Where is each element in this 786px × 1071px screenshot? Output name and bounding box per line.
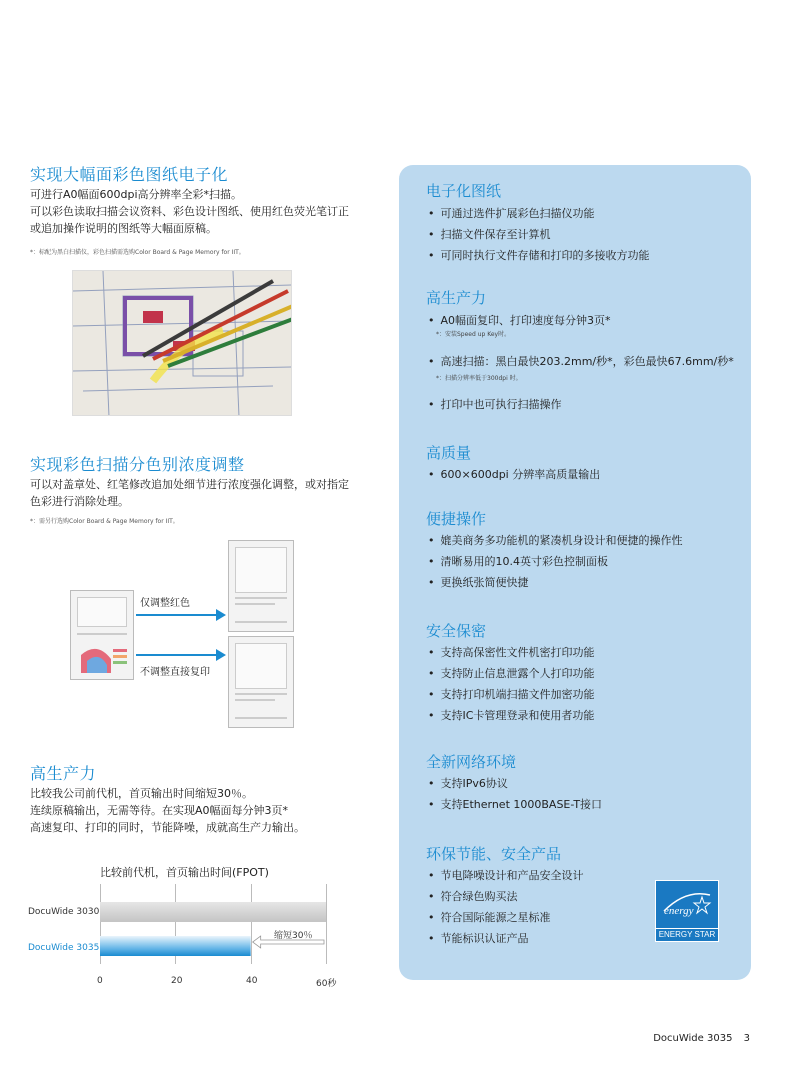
category-label: DocuWide 3035 [28, 943, 100, 953]
feature-item: • 清晰易用的10.4英寸彩色控制面板 [428, 553, 608, 569]
red-adjusted-document-thumbnail [228, 540, 294, 632]
feature-item: • 扫描文件保存至计算机 [428, 226, 551, 242]
panel-title-eco: 环保节能、安全产品 [426, 845, 562, 863]
arrow-line-bottom [136, 654, 218, 656]
arrow-line-top [136, 614, 218, 616]
panel-title-security: 安全保密 [426, 622, 487, 640]
bar-docuwide-3030 [100, 902, 326, 922]
panel-title-productivity: 高生产力 [426, 289, 487, 307]
label-red-only: 仅调整红色 [140, 598, 190, 609]
feature-item: • 节能标识认证产品 [428, 930, 529, 946]
section-title-color-scan: 实现大幅面彩色图纸电子化 [30, 165, 229, 184]
footnote: *：扫描分辨率低于300dpi 时。 [436, 375, 522, 382]
footnote: *：安装Speed up Key时。 [436, 331, 511, 338]
panel-title-quality: 高质量 [426, 444, 472, 462]
text-line: 可以对盖章处、红笔修改追加处细节进行浓度强化调整，或对指定 [30, 478, 349, 491]
feature-item: • 支持打印机端扫描文件加密功能 [428, 686, 595, 702]
x-tick-label: 40 [246, 976, 258, 986]
feature-item: • 支持Ethernet 1000BASE-T接口 [428, 796, 602, 812]
feature-item: • 媲美商务多功能机的紧凑机身设计和便捷的操作性 [428, 532, 683, 548]
feature-item: • 节电降噪设计和产品安全设计 [428, 867, 584, 883]
page-number: 3 [743, 1033, 750, 1044]
section-text [30, 186, 349, 237]
footnote: *：需另行选购Color Board & Page Memory for IIT。 [30, 518, 179, 525]
feature-item: • 支持IC卡管理登录和使用者功能 [428, 707, 594, 723]
x-tick-label: 60秒 [316, 979, 337, 989]
chart-annotation: 缩短30％ [274, 931, 313, 941]
page-footer [653, 1033, 750, 1044]
footer-product: DocuWide 3035 [653, 1033, 733, 1044]
feature-item: • 600×600dpi 分辨率高质量输出 [428, 466, 600, 482]
feature-item: • 符合绿色购买法 [428, 888, 518, 904]
section-text [30, 476, 349, 510]
unadjusted-document-thumbnail [228, 636, 294, 728]
feature-item: • 打印中也可执行扫描操作 [428, 396, 562, 412]
label-no-adjust: 不调整直接复印 [140, 667, 210, 678]
feature-item: • 高速扫描：黑白最快203.2mm/秒*，彩色最快67.6mm/秒* [428, 353, 734, 369]
text-line: 比较我公司前代机，首页输出时间缩短30％。 [30, 787, 253, 800]
chart-title: 比较前代机，首页输出时间(FPOT) [100, 866, 269, 879]
panel-title-digital: 电子化图纸 [426, 182, 502, 200]
x-tick-label: 20 [171, 976, 183, 986]
feature-item: • 可同时执行文件存储和打印的多接收方功能 [428, 247, 650, 263]
category-label: DocuWide 3030 [28, 907, 100, 917]
x-tick-label: 0 [97, 976, 103, 986]
fpot-bar-chart [100, 884, 330, 964]
text-line: 连续原稿输出，无需等待。在实现A0幅面每分钟3页* [30, 804, 289, 817]
feature-item: • A0幅面复印、打印速度每分钟3页* [428, 312, 611, 328]
text-line: 或追加操作说明的图纸等大幅面原稿。 [30, 222, 217, 235]
text-line: 可进行A0幅面600dpi高分辨率全彩*扫描。 [30, 188, 243, 201]
panel-title-network: 全新网络环境 [426, 753, 517, 771]
text-line: 可以彩色读取扫描会议资料、彩色设计图纸、使用红色荧光笔订正 [30, 205, 349, 218]
section-text [30, 785, 305, 836]
bar-docuwide-3035 [100, 936, 251, 956]
footnote: *：标配为黑白扫描仪，彩色扫描需选购Color Board & Page Memory for IIT。 [30, 249, 245, 256]
section-title-productivity: 高生产力 [30, 764, 97, 783]
feature-item: • 符合国际能源之星标准 [428, 909, 551, 925]
energy-star-label: ENERGY STAR [656, 928, 718, 941]
text-line: 高速复印、打印的同时，节能降噪，成就高生产力输出。 [30, 821, 305, 834]
feature-item: • 支持防止信息泄露个人打印功能 [428, 665, 595, 681]
arrow-right-icon [216, 609, 226, 621]
arrow-right-icon [216, 649, 226, 661]
text-line: 色彩进行消除处理。 [30, 495, 129, 508]
feature-item: • 更换纸张简便快捷 [428, 574, 529, 590]
energy-star-script: energy [664, 905, 694, 917]
feature-item: • 可通过选件扩展彩色扫描仪功能 [428, 205, 595, 221]
original-document-thumbnail [70, 590, 134, 680]
blueprint-photo [72, 270, 292, 416]
feature-item: • 支持高保密性文件机密打印功能 [428, 644, 595, 660]
feature-item: • 支持IPv6协议 [428, 775, 508, 791]
panel-title-usability: 便捷操作 [426, 510, 487, 528]
energy-star-logo [655, 880, 719, 942]
section-title-color-density: 实现彩色扫描分色别浓度调整 [30, 455, 245, 474]
